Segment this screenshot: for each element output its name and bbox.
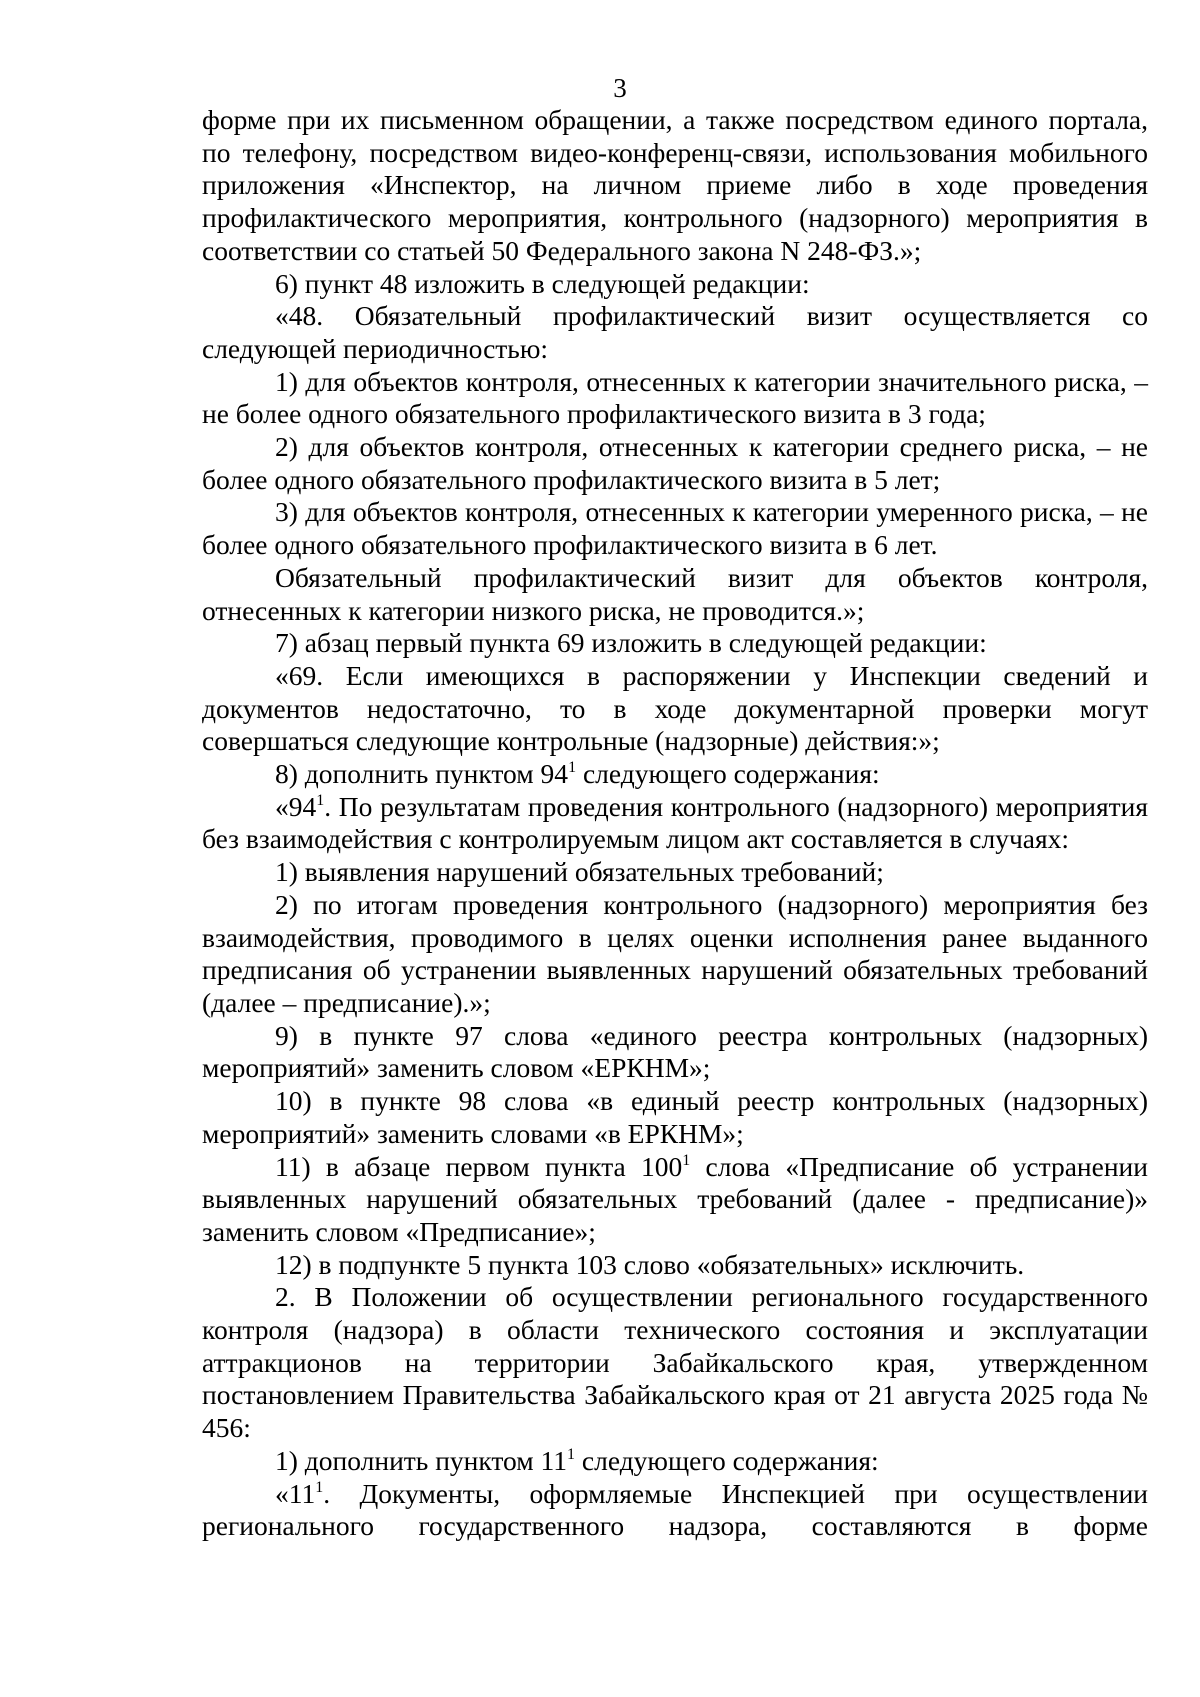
superscript: 1 [567,1445,576,1463]
paragraph-section-2: 2. В Положении об осуществлении регионального государственного контроля (надзора) в области технического состояния и эксплуатации аттракционов на территории Забайкальского края, утвержденном постановлением Правительства Забайкальского края от 21 августа 2025 года № 456: [202,1281,1148,1444]
paragraph-text: следующего содержания: [576,758,880,790]
paragraph-text: «94 [275,790,317,822]
paragraph-item-11 [202,1151,1148,1249]
paragraph-item-9: 9) в пункте 97 слова «единого реестра контрольных (надзорных) мероприятий» заменить словом «ЕРКНМ»; [202,1019,1148,1084]
paragraph-text: 1) дополнить пунктом 11 [275,1444,568,1476]
paragraph-text: «11 [275,1477,316,1509]
document-body [202,104,1148,1543]
paragraph-clause-94-1 [202,791,1148,856]
paragraph-subitem-2: 2) для объектов контроля, отнесенных к категории среднего риска, – не более одного обязательного профилактического визита в 5 лет; [202,431,1148,495]
paragraph-continuation: форме при их письменном обращении, а также посредством единого портала, по телефону, посредством видео-конференц-связи, использования мобильного приложения «Инспектор, на личном приеме либо в ходе проведения профилактического мероприятия, контрольного (надзорного) мероприятия в соответствии со статьей 50 Федерального закона N 248-ФЗ.»; [202,104,1148,266]
paragraph-case-2: 2) по итогам проведения контрольного (надзорного) мероприятия без взаимодействия, проводимого в целях оценки исполнения ранее выданного предписания об устранении выявленных нарушений обязательных требований (далее – предписание).»; [202,888,1148,1018]
paragraph-case-1: 1) выявления нарушений обязательных требований; [275,856,884,888]
paragraph-text: слова «Предписание об устранении выявленных нарушений обязательных требований (далее - предписание)» заменить словом «Предписание»; [202,1150,1148,1247]
paragraph-sub-1 [202,1445,1148,1478]
paragraph-clause-11-1 [202,1478,1148,1543]
paragraph-text: 8) дополнить пунктом 94 [275,758,569,790]
paragraph-text: следующего содержания: [575,1444,879,1476]
paragraph-item-8 [202,758,1148,791]
superscript: 1 [682,1151,691,1169]
superscript: 1 [315,1478,324,1496]
paragraph-text: . Документы, оформляемые Инспекцией при осуществлении регионального государственного надзора, составляются в форме [202,1477,1148,1542]
paragraph-subitem-1: 1) для объектов контроля, отнесенных к категории значительного риска, – не более одного обязательного профилактического визита в 3 года; [202,365,1148,430]
paragraph-low-risk: Обязательный профилактический визит для объектов контроля, отнесенных к категории низкого риска, не проводится.»; [202,561,1148,626]
superscript: 1 [568,759,577,777]
paragraph-item-12: 12) в подпункте 5 пункта 103 слово «обязательных» исключить. [275,1248,1025,1280]
paragraph-subitem-3: 3) для объектов контроля, отнесенных к категории умеренного риска, – не более одного обязательного профилактического визита в 6 лет. [202,496,1148,561]
paragraph-clause-48: «48. Обязательный профилактический визит осуществляется со следующей периодичностью: [202,300,1148,364]
superscript: 1 [316,791,325,809]
paragraph-item-10: 10) в пункте 98 слова «в единый реестр контрольных (надзорных) мероприятий» заменить словами «в ЕРКНМ»; [202,1085,1148,1149]
paragraph-text: . По результатам проведения контрольного (надзорного) мероприятия без взаимодействия с контролируемым лицом акт составляется в случаях: [202,790,1148,855]
paragraph-item-6: 6) пункт 48 изложить в следующей редакции: [275,267,810,299]
paragraph-clause-69: «69. Если имеющихся в распоряжении у Инспекции сведений и документов недостаточно, то в ходе документарной проверки могут совершаться следующие контрольные (надзорные) действия:»; [202,659,1148,757]
paragraph-text: 11) в абзаце первом пункта 100 [275,1150,683,1182]
page-number: 3 [613,73,627,103]
paragraph-item-7: 7) абзац первый пункта 69 изложить в следующей редакции: [275,627,987,659]
